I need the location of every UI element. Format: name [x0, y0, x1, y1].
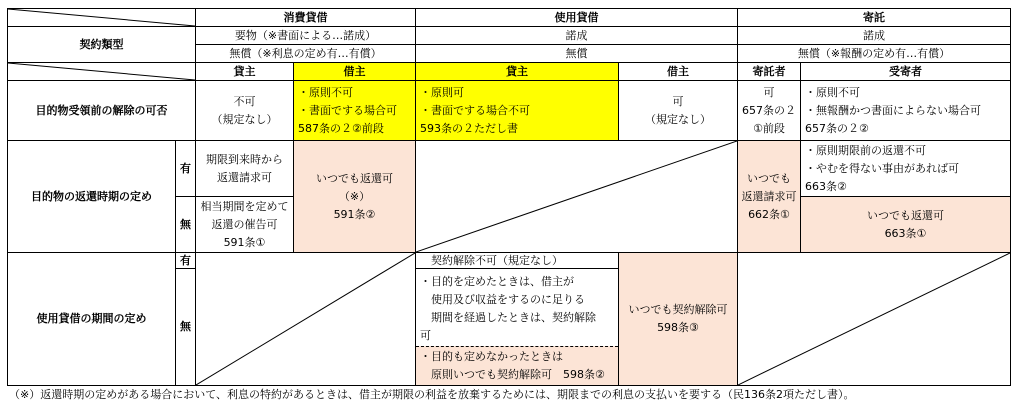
cell-line: ・原則不可 [298, 85, 353, 99]
cell-line: （規定なし） [211, 112, 278, 126]
cell-line: ・書面でする場合不可 [420, 103, 530, 117]
contract-name-consumption-loan: 消費貸借 [195, 8, 416, 27]
diagonal-line [8, 63, 195, 80]
use-period-lender-with-cell: 契約解除不可（規定なし） [415, 252, 619, 269]
consideration-deposit: 無償（※報酬の定め有…有償） [737, 44, 1011, 63]
consideration-consumption-loan: 無償（※利息の定め有…有償） [195, 44, 416, 63]
cell-line: （規定なし） [645, 112, 711, 126]
contract-name-deposit: 寄託 [737, 8, 1011, 27]
cell-line: ・目的も定めなかったときは [420, 350, 563, 363]
purpose-defined-block [416, 269, 618, 346]
party-use-borrower: 借主 [618, 62, 738, 81]
use-period-without-label: 無 [175, 268, 196, 386]
cell-line: ・原則不可 [805, 85, 860, 99]
cell-line: 使用及び収益をするのに足りる [431, 293, 585, 306]
party-header-diagonal-cell [7, 62, 196, 81]
cell-line: 期間を経過したときは、契約解除 [431, 311, 596, 324]
cell-line: 不可 [233, 94, 256, 108]
use-period-lender-without-cell [415, 268, 619, 386]
consideration-use-loan: 無償 [415, 44, 738, 63]
cell-line: 期限到来時から [206, 152, 283, 166]
use-period-deposit-not-applicable-cell [737, 252, 1011, 386]
use-period-borrower-cell [618, 252, 738, 386]
diagonal-line [738, 253, 1010, 385]
cell-line: 657条の２② [805, 121, 869, 135]
return-consumption-lender-without-cell [195, 196, 294, 253]
cell-line: 663条① [884, 226, 927, 240]
party-consumption-lender: 貸主 [195, 62, 294, 81]
return-time-with-label: 有 [175, 140, 196, 197]
cell-line: 598条③ [657, 321, 699, 334]
use-period-consumption-not-applicable-cell [195, 252, 416, 386]
return-depositary-without-cell [800, 196, 1011, 253]
cell-line: 663条② [805, 179, 847, 193]
cell-line: ・無報酬かつ書面によらない場合可 [805, 103, 981, 117]
contract-name-use-loan: 使用貸借 [415, 8, 738, 27]
cell-line: （※） [338, 189, 371, 203]
row-label-return-time: 目的物の返還時期の定め [7, 140, 176, 253]
cell-line: ・目的を定めたときは、借主が [420, 275, 574, 288]
formation-use-loan: 諾成 [415, 26, 738, 45]
cell-line: 591条② [333, 207, 376, 221]
diagonal-line [196, 253, 415, 385]
cell-line: 原則いつでも契約解除可 598条② [431, 368, 605, 381]
cell-line: 587条の２②前段 [298, 121, 384, 135]
cancellation-consumption-lender-cell [195, 80, 294, 141]
row-label-cancellation-before-receipt: 目的物受領前の解除の可否 [7, 80, 196, 141]
cancellation-depositary-cell [800, 80, 1011, 141]
cell-line: いつでも [747, 171, 791, 185]
cancellation-use-lender-cell [415, 80, 619, 141]
party-depositor: 寄託者 [737, 62, 801, 81]
cell-line: ・原則期限前の返還不可 [805, 143, 926, 157]
cell-line: 657条の２ [742, 103, 796, 117]
cell-line: 返還請求可 [741, 189, 797, 203]
return-use-loan-not-applicable-cell [415, 140, 738, 253]
cell-line: 591条① [223, 235, 266, 249]
formation-consumption-loan: 要物（※書面による…諾成） [195, 26, 416, 45]
contract-type-label: 契約類型 [7, 26, 196, 63]
cell-line: 返還の催告可 [211, 217, 278, 231]
cancellation-use-borrower-cell [618, 80, 738, 141]
cancellation-consumption-borrower-cell [293, 80, 416, 141]
formation-deposit: 諾成 [737, 26, 1011, 45]
cell-line: ・やむを得ない事由があれば可 [805, 161, 959, 175]
cell-line: 相当期間を定めて [200, 199, 289, 213]
cell-line: 可 [763, 85, 775, 99]
cell-line: 可 [420, 329, 431, 342]
cell-line: ・書面でする場合可 [298, 103, 397, 117]
return-consumption-lender-with-cell [195, 140, 294, 197]
party-consumption-borrower: 借主 [293, 62, 416, 81]
diagonal-line [8, 9, 195, 26]
cell-line: 593条の２ただし書 [420, 121, 518, 135]
cell-line: いつでも返還可 [316, 171, 393, 185]
return-depositary-with-cell [800, 140, 1011, 197]
use-period-with-label: 有 [175, 252, 196, 269]
cell-line: ・原則可 [420, 85, 464, 99]
diagonal-line [416, 141, 737, 252]
party-depositary: 受寄者 [800, 62, 1011, 81]
return-time-without-label: 無 [175, 196, 196, 253]
cell-line: 662条① [748, 207, 790, 221]
footnote: （※）返還時期の定めがある場合において、利息の特約があるときは、借主が期限の利益を放棄するためには、期限までの利息の支払いを要する（民136条2項ただし書）。 [9, 388, 855, 401]
return-depositor-cell [737, 140, 801, 253]
cell-line: いつでも返還可 [867, 208, 944, 222]
party-use-lender: 貸主 [415, 62, 619, 81]
cell-line: 返還請求可 [217, 170, 272, 184]
cell-line: いつでも契約解除可 [628, 303, 728, 316]
no-purpose-block [416, 346, 618, 385]
return-consumption-borrower-cell [293, 140, 416, 253]
row-label-use-loan-period: 使用貸借の期間の定め [7, 252, 176, 386]
cell-line: ①前段 [753, 121, 785, 135]
corner-diagonal-cell [7, 8, 196, 27]
cell-line: 可 [672, 94, 684, 108]
cancellation-depositor-cell [737, 80, 801, 141]
